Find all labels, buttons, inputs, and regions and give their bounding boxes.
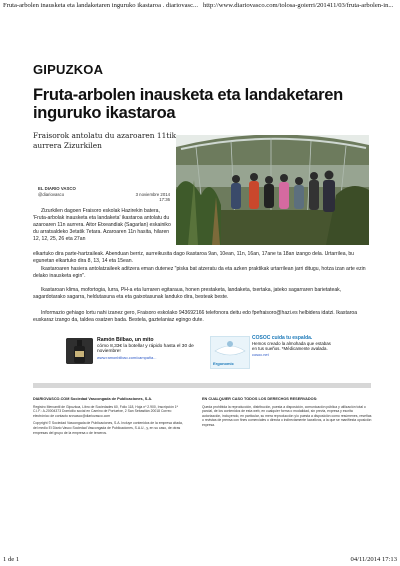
ad-brand: Ergonomic bbox=[213, 361, 234, 366]
byline bbox=[38, 186, 170, 202]
legal-left-copyright: Copyright © Sociedad Vascongada de Publicaciones, S.A. Incluye contenidos de la empresa citada, del medio El Diario Vasco Sociedad Vascongada de Publicaciones, S.A.U., y, en su caso, de otras empresas del grupo de la empresa o de terceros. bbox=[33, 421, 183, 435]
ad-image-bottle[interactable] bbox=[66, 338, 93, 364]
print-footer bbox=[0, 554, 400, 566]
source-name: EL DIARIO VASCO bbox=[38, 186, 76, 191]
legal-left-body: Registro Mercantil de Gipuzkoa, Libro de Sociedades 60, Folio 118, Hoja nº 2.900, Inscripción 1ª C.I.F.: A-20004373 Domicilio social en Camino de Portuetxe, 2 San Sebastián 20018 Correo electrónico de contacto srcvasco@diariovasco.com bbox=[33, 404, 178, 418]
headline: Fruta-arbolen inausketa eta landaketaren inguruko ikastaroa bbox=[33, 86, 343, 122]
ad-cosoc[interactable] bbox=[210, 335, 335, 371]
legal-left bbox=[33, 397, 185, 438]
ad-image-pillow[interactable] bbox=[210, 336, 250, 369]
paragraph-1-continued: elkartuko dira parte-hartzaileak. Abenduan berriz, aurreikusita dago ikastaroa 9an, 10ean, 11n, 16an, 17ane ta 18an izango dela. Urtarrilea, bu egunetan elkartuko dira 8, 13, 14 eta 15ean. bbox=[33, 251, 355, 265]
print-timestamp: 04/11/2014 17:13 bbox=[350, 556, 397, 563]
ad-link[interactable]: cosoc.net bbox=[252, 351, 269, 357]
legal-right-heading: EN CUALQUIER CASO TODOS LOS DERECHOS RESERVADOS: bbox=[202, 397, 318, 401]
ad-link[interactable]: www.ramonbilbao.com/campaña... bbox=[97, 354, 157, 360]
ad-ramon-bilbao[interactable] bbox=[66, 335, 201, 371]
paragraph-1: Zizurkilen dagoen Fraisoro eskolak Hazirekin batera, 'Fruta-arbolak inausketa eta landaketa' ikastaroa antolatu du azaroaren 11n aurrera. Aitor Etxeandiak (Sagarlan) eskainiko du arratsaldeko 3etatik 7etara. Azaroaren 11n hasita, hilaren 12, 12, 25, 26 eta 27an bbox=[33, 208, 171, 243]
page-indicator: 1 de 1 bbox=[3, 556, 20, 563]
footer-divider bbox=[33, 383, 371, 388]
paragraph-2: Ikastaroaren hasiera antolatzaileek aditzera eman dutenez "piska bat atzeratu da eta azken praktikak urtarrilean jarri ditugu, hotza izan arte ezin delako inausketa egin". bbox=[33, 266, 366, 280]
section-label: GIPUZKOA bbox=[33, 62, 104, 77]
print-header bbox=[0, 0, 400, 12]
publish-date: 3 noviembre 2014 bbox=[135, 191, 170, 197]
ad-title[interactable]: COSOC cuida tu espalda. bbox=[252, 335, 313, 341]
legal-right-body: Queda prohibida la reproducción, distribución, puesta a disposición, comunicación pública y utilización total o parcial, de los contenidos de esta web, en cualquier forma o modalidad, sin previa, expresa y escrita autorización, incluyendo, en particular, su mera reproducción y/o puesta a disposición como resúmenes, reseñas o revistas de prensa con fines comerciales o directa o indirectamente lucrativos, a la que se manifiesta oposición expresa. bbox=[202, 404, 372, 427]
legal-right bbox=[202, 397, 372, 431]
ad-body: cómo 8,33€ la botella! y rápido hasta el 30 de noviembre! bbox=[97, 343, 194, 355]
legal-left-heading: DIARIOVASCO.COM Sociedad Vascongada de Publicaciones, S.A. bbox=[33, 397, 153, 401]
publish-time: 17:36 bbox=[159, 197, 170, 202]
page-title: Fruta-arbolen inausketa eta landaketaren inguruko ikastaroa . diariovasc... bbox=[3, 2, 198, 9]
page-url[interactable]: http://www.diariovasco.com/tolosa-goierri/201411/03/fruta-arbolen-in... bbox=[203, 2, 394, 9]
article-photo bbox=[176, 135, 369, 245]
ad-body: Hemos creado la almohada que estabas en tus sueños. *Médicamente avalada. bbox=[252, 341, 331, 352]
author-handle[interactable]: @diariovasco bbox=[38, 191, 65, 197]
subhead: Fraisorok antolatu du azaroaren 11tik aurrera Zizurkilen bbox=[33, 131, 177, 150]
ad-title[interactable]: Ramón Bilbao, un mito bbox=[97, 337, 154, 343]
paragraph-4: Informazio gehiago lortu nahi izanez gero, Fraisoro eskolako 943692166 telefonora deitu edo fpefraisoro@hazi.es helbidera idatzi. Ikastaroa euskaraz izango da, taldea osatzen bada. Bestela, gaztelaniaz egingo dute. bbox=[33, 310, 358, 324]
paragraph-3: Ikastaroan klima, mofortogia, lurra, PH-a eta lurraren egitaraua, honen prestaketa, landaketa, txertaka, jateko sagarraren barietateak, sagardotarako sagarra, heldutasuna eta eta gaixotasunak landuko dira, besteak beste. bbox=[33, 287, 342, 301]
